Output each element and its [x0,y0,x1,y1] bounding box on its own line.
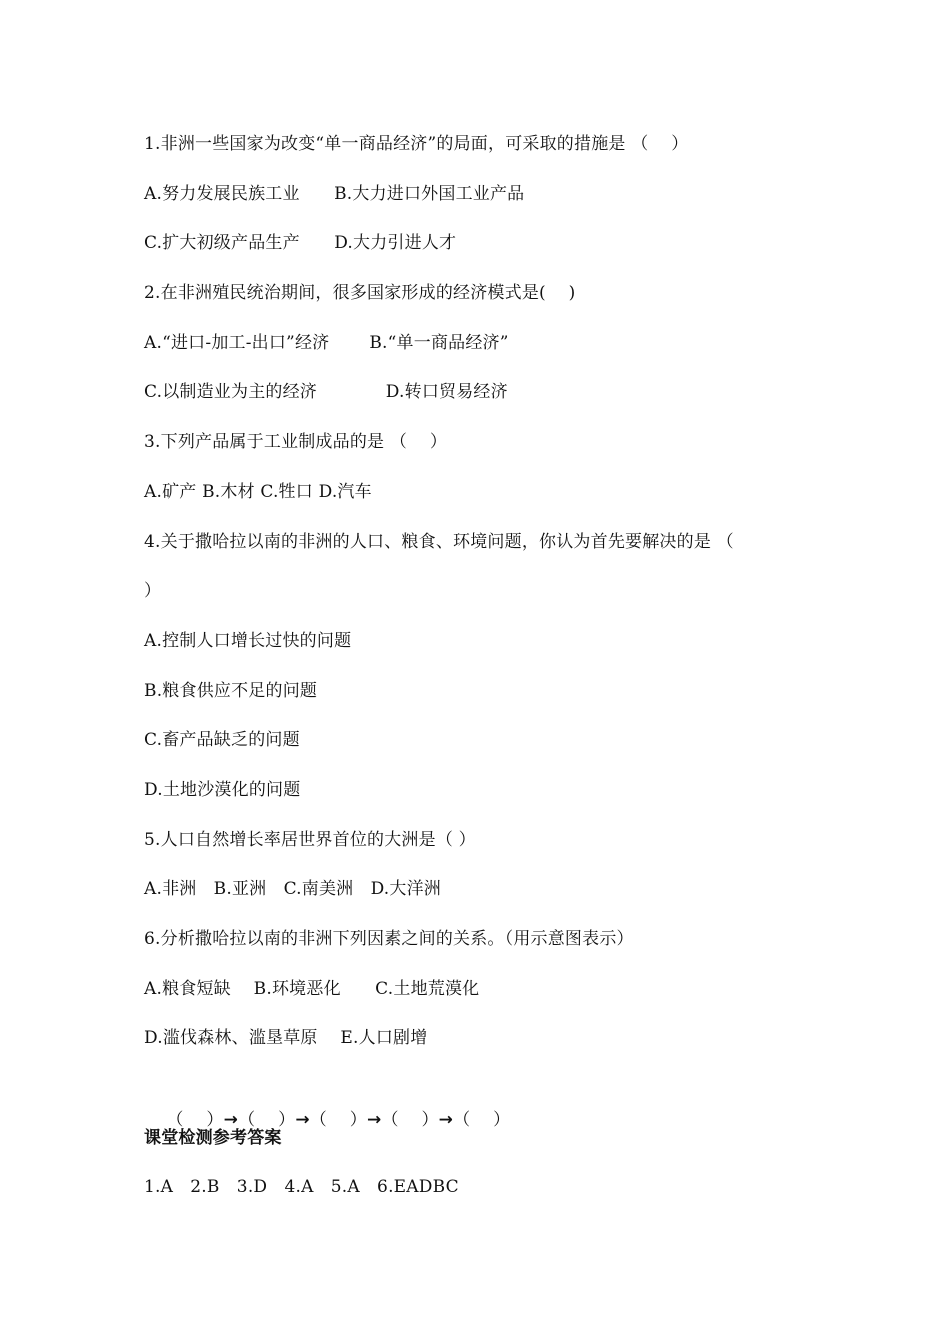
question-5-options: A.非洲 B.亚洲 C.南美洲 D.大洋洲 [144,879,442,900]
question-4: 4.关于撒哈拉以南的非洲的人口、粮食、环境问题，你认为首先要解决的是 （ [144,531,734,552]
question-3: 3.下列产品属于工业制成品的是 （ ） [144,432,448,453]
question-4-continued: ） [144,581,162,602]
question-6: 6.分析撒哈拉以南的非洲下列因素之间的关系。（用示意图表示） [144,929,634,949]
question-3-options: A.矿产 B.木材 C.牲口 D.汽车 [144,481,372,502]
question-2-options-ab: A.“进口-加工-出口”经济 B.“单一商品经济” [144,332,509,353]
chain-blank[interactable]: （ ） [238,1110,296,1131]
arrow-right-icon: → [438,1110,454,1131]
document-page [144,128,844,1221]
arrow-right-icon: → [366,1110,382,1131]
answer-key: 1.A 2.B 3.D 4.A 5.A 6.EADBC [144,1177,459,1198]
question-1: 1.非洲一些国家为改变“单一商品经济”的局面，可采取的措施是 （ ） [144,134,689,154]
arrow-right-icon: → [223,1110,239,1131]
answer-heading: 课堂检测参考答案 [144,1127,282,1148]
chain-blank[interactable]: （ ） [453,1110,511,1131]
question-1-options-cd: C.扩大初级产品生产 D.大力引进人才 [144,233,457,254]
question-4-option-a: A.控制人口增长过快的问题 [144,630,352,651]
chain-blank[interactable]: （ ） [309,1110,367,1131]
question-2: 2.在非洲殖民统治期间，很多国家形成的经济模式是( ) [144,283,576,304]
question-6-options-de: D.滥伐森林、滥垦草原 E.人口剧增 [144,1028,428,1049]
question-4-option-b: B.粮食供应不足的问题 [144,680,318,701]
question-4-option-d: D.土地沙漠化的问题 [144,779,301,800]
question-1-options-ab: A.努力发展民族工业 B.大力进口外国工业产品 [144,183,525,204]
question-4-option-c: C.畜产品缺乏的问题 [144,730,300,751]
question-6-options-abc: A.粮食短缺 B.环境恶化 C.土地荒漠化 [144,978,480,999]
chain-blank[interactable]: （ ） [166,1110,224,1131]
arrow-right-icon: → [295,1110,310,1131]
question-5: 5.人口自然增长率居世界首位的大洲是（ ） [144,829,476,850]
chain-blank[interactable]: （ ） [381,1110,439,1131]
answer-chain [144,1072,844,1131]
question-2-options-cd: C.以制造业为主的经济 D.转口贸易经济 [144,382,508,403]
